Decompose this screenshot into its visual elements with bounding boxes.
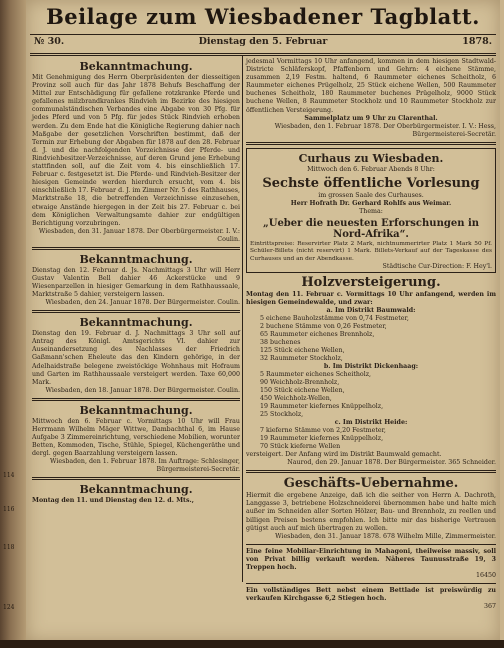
notice-signature: Naurod, den 29. Januar 1878. Der Bürgermeister. 365 Schneider. <box>287 459 496 467</box>
lecture-prices: Eintrittspreise: Reservirter Platz 2 Mark, nichtnummerirter Platz 1 Mark 50 Pf. Schüler-Billets (nicht reservirt) 1 Mark. Billets-Verkauf auf der Tageskasse des Curhauses und an der Abendkasse. <box>250 241 492 262</box>
ad-number: 16450 <box>475 572 496 580</box>
wood-item: 450 Weichholz-Wellen, <box>260 395 332 403</box>
wood-item: 38 buchenes <box>260 339 301 347</box>
margin-number: 118 <box>3 544 15 551</box>
masthead-title: Beilage zum Wiesbadener Tagblatt. <box>46 4 480 29</box>
wood-auction-text: jedesmal Vormittags 10 Uhr anfangend, kommen in dem hiesigen Stadtwald-Districte Schläferskopf, Pfaffenborn und Gehrn: 4 eichene Stämme, zusammen 2,19 Festm. haltend, 6 Raummeter eichenes Scheitholz, 6 Raummeter eichenes Prügelholz, 25 Stück eichene Wellen, 500 Raummeter buchenes Scheitholz, 180 Raummeter buchenes Prügelholz, 9000 Stück buchene Wellen, 8 Raummeter Stockholz und 10 Raummeter Stockholz zur öffentlichen Versteigerung. <box>246 58 496 114</box>
notice-heading: Bekanntmachung. <box>79 316 193 330</box>
notice-signature: Wiesbaden, den 18. Januar 1878. Der Bürgermeister. Coulin. <box>45 386 240 394</box>
wood-item: 2 buchene Stämme von 0,26 Festmeter, <box>260 323 387 331</box>
issue-year: 1878. <box>462 36 492 47</box>
lecture-theme: „Ueber die neuesten Erforschungen in Nord-Afrika“. <box>262 218 480 241</box>
previous-page-edge <box>0 0 26 648</box>
notice-heading: Bekanntmachung. <box>79 252 193 266</box>
margin-number: 116 <box>3 506 15 513</box>
wood-auction-date: Montag den 11. Februar c. Vormittags 10 Uhr anfangend, werden im hiesigen Gemeindewalde, und zwar: <box>246 290 496 306</box>
wood-item: 25 Stockholz, <box>260 411 304 419</box>
notice-text: Dienstag den 19. Februar d. J. Nachmittags 3 Uhr soll auf Antrag des Königl. Amtsgerichts VI. dahier zur Auseinandersetzung des Nachlasses der Friedrich Gaßmann'schen Eheleute das den Kindern gehörige, in der Adelhaidstraße belegene zweistöckige Wohnhaus mit Hofraum und Garten im Rathhaussaale versteigert werden. Taxe 60,000 Mark. <box>32 330 240 386</box>
dateline <box>32 36 494 51</box>
furniture-ad: Eine feine Mobiliar-Einrichtung in Mahagoni, theilweise massiv, soll von Privat billig verkauft werden. Näheres Taunusstraße 19, 3 Treppen hoch. <box>246 547 496 571</box>
issue-number: № 30. <box>34 36 65 47</box>
notice-text: Mittwoch den 6. Februar c. Vormittags 10 Uhr will Frau Herrmann Wilhelm Mäger Wittwe, Dambachthal 6, im Hause Aufgabe 3 Zimmereinrichtung, verschiedene Mobilien, worunter Betten, Kommoden, Tische, Stühle, Spiegel, Küchengeräthe und dergl. gegen Baarzahlung versteigern lassen. <box>32 417 240 458</box>
notice-signature: Wiesbaden, den 24. Januar 1878. Der Bürgermeister. Coulin. <box>45 299 240 307</box>
wood-item: 19 Raummeter kiefernes Knüppelholz, <box>260 435 384 443</box>
notice-heading: Bekanntmachung. <box>79 403 193 417</box>
district-title: b. Im Distrikt Dickenhaag: <box>323 363 419 371</box>
lecture-theme-label: Thema: <box>359 208 383 216</box>
notice-signature: Wiesbaden, den 1. Februar 1878. Der Oberbürgermeister. I. V.: Hess, Bürgermeisterei-Secretär. <box>274 122 496 138</box>
wood-item: 32 Raummeter Stockholz, <box>260 355 343 363</box>
kurhaus-date: Mittwoch den 6. Februar Abends 8 Uhr: <box>307 165 435 173</box>
margin-number: 124 <box>3 604 15 611</box>
notice-signature: Wiesbaden, den 1. Februar 1878. Im Auftrage: Schlesinger, Bürgermeisterei-Secretär. <box>50 458 240 474</box>
notice-text: Montag den 11. und Dienstag den 12. d. Mts., <box>32 497 194 505</box>
ad-number: 367 <box>483 603 496 611</box>
business-takeover-signature: Wiesbaden, den 31. Januar 1878. 678 Wilhelm Mille, Zimmermeister. <box>275 532 496 540</box>
wood-item: 70 Stück kieferne Wellen <box>260 443 341 451</box>
kurhaus-title: Curhaus zu Wiesbaden. <box>298 151 444 165</box>
newspaper-sheet <box>26 0 500 642</box>
lecture-speaker: Herr Hofrath Dr. Gerhard Rohlfs aus Weimar. <box>290 199 452 207</box>
wood-item: 7 kieferne Stämme von 2,20 Festmeter, <box>260 427 386 435</box>
district-title: c. Im Distrikt Heide: <box>334 419 408 427</box>
left-column <box>32 58 240 598</box>
notice-heading: Bekanntmachung. <box>79 60 193 73</box>
wood-item: 5 eichene Bauholzstämme von 0,74 Festmeter, <box>260 315 409 323</box>
page-bottom-edge <box>0 640 504 648</box>
wood-item: 19 Raummeter kiefernes Knüppelholz, <box>260 403 384 411</box>
meeting-point: Sammelplatz um 9 Uhr zu Clarenthal. <box>304 114 438 122</box>
wood-item: 65 Raummeter eichenes Brennholz, <box>260 331 375 339</box>
notice-heading: Bekanntmachung. <box>79 483 193 497</box>
wood-item: 150 Stück eichene Wellen, <box>260 387 345 395</box>
notice-text: Mit Genehmigung des Herrn Oberpräsidenten der diesseitigen Provinz soll auch für das Jahr 1878 Behufs Beschaffung der Mittel zur Entschädigung für gefallene rotzkranke Pferde und gefallenes milzbrandkrankes Rindvieh im Bezirke des hiesigen communalständischen Verbandes eine Abgabe von 30 Pfg. für jedes Pferd und von 5 Pfg. für jedes Stück Rindvieh erhoben werden. Zu dem Ende hat die Königliche Regierung dahier nach Maßgabe der gesetzlichen Vorschriften bestimmt, daß der Termin zur Erhebung der Abgaben für 1878 auf den 28. Februar d. J. und die nachfolgenden Vorzeichnisse der Pferde- und Rindviehbesitzer-Verzeichnisse, auf deren Grund jene Erhebung stattfinden soll, auf die Zeit vom 4. bis einschließlich 17. Februar c. festgesetzt ist. Die Pferde- und Rindvieh-Besitzer der hiesigen Gemeinde werden hierdurch ersucht, vom 4. bis einschließlich 17. Februar d. J. im Zimmer Nr. 5 des Rathhauses, Marktstraße 18, die betreffenden Verzeichnisse einzusehen, etwaige Anstände hiergegen in der Zeit bis 27. Februar c. bei dem Königlichen Verwaltungsamte dahier zur endgültigen Berichtigung vorzubringen. <box>32 74 240 227</box>
wood-auction-title: Holzversteigerung. <box>301 274 441 290</box>
wood-item: 90 Weichholz-Brennholz, <box>260 379 340 387</box>
lecture-title: Sechste öffentliche Vorlesung <box>262 175 480 191</box>
margin-number: 114 <box>3 472 15 479</box>
district-title: a. Im Distrikt Baumwald: <box>326 306 416 314</box>
bed-ad: Ein vollständiges Bett nebst einem Bettlade ist preiswürdig zu verkaufen Kirchgasse 6,2 Stiegen hoch. <box>246 587 496 603</box>
business-takeover-title: Geschäfts-Uebernahme. <box>283 476 459 492</box>
kurhaus-signature: Städtische Cur-Direction: F. Hey'l. <box>382 262 492 270</box>
issue-date: Dienstag den 5. Februar <box>198 36 328 47</box>
notice-text: Dienstag den 12. Februar d. Js. Nachmittags 3 Uhr will Herr Gustav Valentin Bell dahier 46 Ackerstücke und 9 Wiesenparzellen in hiesiger Gemarkung in dem Rathhaussaale, Marktstraße 5 dahier, versteigern lassen. <box>32 266 240 299</box>
wood-item: 5 Raummeter eichenes Scheitholz, <box>260 371 372 379</box>
business-takeover-text: Hiermit die ergebene Anzeige, daß ich die seither von Herrn A. Dachroth, Langgasse 3, betriebene Holzschneiderei übernommen habe und halte mich außer im Schneiden aller Sorten Hölzer, Bau- und Brennholz, zu reellen und billigen Preisen bestens empfohlen. Ich bitte mir das bisherige Vertrauen gütigst auch auf mich übertragen zu wollen. <box>246 492 496 532</box>
wood-item: 125 Stück eichene Wellen, <box>260 347 345 355</box>
lecture-place: im grossen Saale des Curhauses. <box>318 191 424 199</box>
kurhaus-ad <box>246 148 496 273</box>
notice-signature: Wiesbaden, den 31. Januar 1878. Der Oberbürgermeister. I. V.: Coulin. <box>38 227 240 243</box>
right-column <box>246 58 496 611</box>
wood-auction-end: versteigert. Der Anfang wird im Distrikt Baumwald gemacht. <box>246 451 442 459</box>
